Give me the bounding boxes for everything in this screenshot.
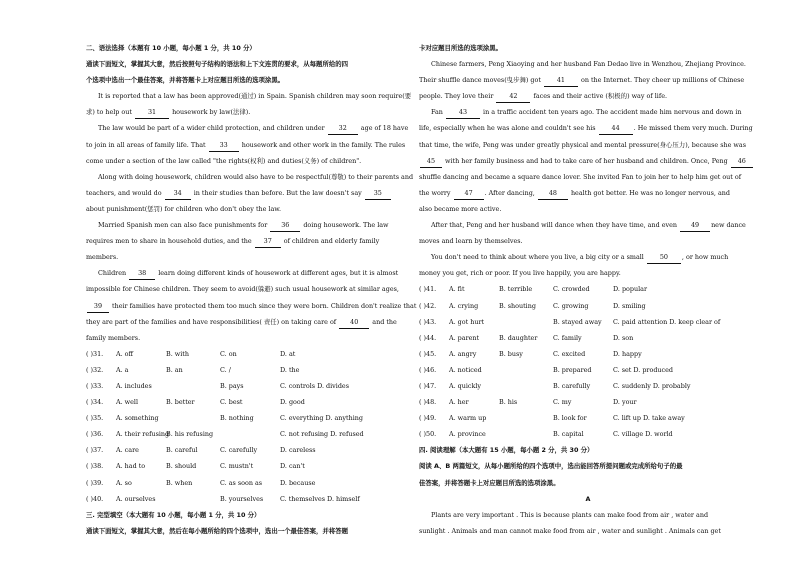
blank-34[interactable]: 34 bbox=[165, 187, 191, 200]
option-c[interactable]: B. look for bbox=[553, 414, 587, 423]
option-b[interactable]: B. careful bbox=[166, 446, 198, 455]
option-a[interactable]: A. off bbox=[116, 349, 134, 358]
option-a[interactable]: A. a bbox=[116, 365, 129, 374]
option-row bbox=[419, 394, 757, 410]
blank-47[interactable]: 47 bbox=[454, 187, 484, 200]
option-c[interactable]: C. on bbox=[220, 349, 237, 358]
option-a[interactable]: A. ourselves bbox=[116, 494, 156, 503]
passage-line: also became more active. bbox=[419, 204, 502, 213]
option-c[interactable]: C. family bbox=[553, 333, 582, 342]
section4-instruction-2: 佳答案，并将答题卡上对应题目所选的选项涂黑。 bbox=[419, 478, 560, 487]
blank-44[interactable]: 44 bbox=[599, 122, 633, 135]
option-a[interactable]: A. warm up bbox=[449, 414, 487, 423]
option-row bbox=[86, 475, 412, 491]
question-number: ( )37. bbox=[86, 446, 104, 455]
option-b[interactable]: B. with bbox=[166, 349, 189, 358]
blank-41[interactable]: 41 bbox=[544, 74, 578, 87]
passage-line: impossible for Chinese children. They seem to avoid(躲避) such usual housework at similar ages, bbox=[86, 285, 399, 294]
blank-31[interactable]: 31 bbox=[135, 106, 169, 119]
blank-38[interactable]: 38 bbox=[129, 267, 155, 280]
option-b[interactable]: B. better bbox=[166, 398, 195, 407]
option-row bbox=[86, 378, 412, 394]
option-d[interactable]: D. son bbox=[613, 333, 634, 342]
passage-line: 45 with her family business and had to take care of her husband and children. Once, Peng 46 bbox=[419, 153, 757, 169]
passage-line: After that, Peng and her husband will dance when they have time, and even 49 new dance bbox=[419, 217, 757, 233]
option-c[interactable]: B. pays bbox=[220, 381, 244, 390]
question-number: ( )40. bbox=[86, 494, 104, 503]
passage-line: Plants are very important . This is because plants can make food from air , water and bbox=[431, 510, 709, 519]
question-number: ( )31. bbox=[86, 349, 104, 358]
left-column bbox=[86, 40, 417, 539]
option-a[interactable]: A. quickly bbox=[449, 381, 482, 390]
passage-line: teachers, and would do 34 in their studies than before. But the law doesn't say 35 bbox=[86, 185, 412, 201]
question-number: ( )49. bbox=[419, 414, 437, 423]
options-list bbox=[86, 346, 412, 507]
option-a[interactable]: A. noticed bbox=[449, 365, 482, 374]
question-number: ( )33. bbox=[86, 381, 104, 390]
option-d[interactable]: C. suddenly D. probably bbox=[613, 381, 691, 390]
option-row bbox=[86, 458, 412, 474]
question-number: ( )38. bbox=[86, 462, 104, 471]
question-number: ( )48. bbox=[419, 398, 437, 407]
passage-line: they are part of the families and have responsibilities( 责任) on taking care of 40 and the bbox=[86, 314, 412, 330]
option-b[interactable]: B. an bbox=[166, 365, 183, 374]
option-row bbox=[419, 330, 757, 346]
option-c[interactable]: C. excited bbox=[553, 349, 586, 358]
option-a[interactable]: A. angry bbox=[449, 349, 477, 358]
blank-39[interactable]: 39 bbox=[87, 300, 109, 313]
passage-line: Along with doing housework, children would also have to be respectful(尊敬) to their parents and bbox=[98, 172, 414, 181]
option-row bbox=[419, 281, 757, 297]
question-number: ( )43. bbox=[419, 317, 437, 326]
option-a[interactable]: A. had to bbox=[116, 462, 146, 471]
option-a[interactable]: A. her bbox=[449, 398, 469, 407]
option-c[interactable]: B. yourselves bbox=[220, 494, 264, 503]
option-d[interactable]: D. good bbox=[280, 398, 305, 407]
section4-title: 四. 阅读理解（本大题有 15 小题，每小题 2 分，共 30 分） bbox=[419, 446, 594, 455]
question-number: ( )50. bbox=[419, 430, 437, 439]
option-row bbox=[86, 394, 412, 410]
option-d[interactable]: C. controls D. divides bbox=[280, 381, 349, 390]
passage-line: Children 38 learn doing different kinds of housework at different ages, but it is almost bbox=[86, 265, 412, 281]
passage-line: members. bbox=[86, 253, 119, 262]
question-number: ( )35. bbox=[86, 414, 104, 423]
passage-line: Chinese farmers, Peng Xiaoying and her husband Fan Dedao live in Wenzhou, Zhejiang Province. bbox=[431, 60, 746, 69]
blank-36[interactable]: 36 bbox=[270, 219, 300, 232]
question-number: ( )45. bbox=[419, 349, 437, 358]
option-a[interactable]: A. got hurt bbox=[449, 317, 485, 326]
passage-line: The law would be part of a wider child protection, and children under 32 age of 18 have bbox=[86, 120, 412, 136]
blank-46[interactable]: 46 bbox=[731, 155, 753, 168]
option-c[interactable]: C. best bbox=[220, 398, 243, 407]
option-c[interactable]: B. capital bbox=[553, 430, 584, 439]
passage-line: to join in all areas of family life. That 33 housework and other work in the family. The rules bbox=[86, 137, 412, 153]
option-d[interactable]: D. can't bbox=[280, 462, 305, 471]
right-page bbox=[397, 0, 794, 562]
option-a[interactable]: A. their refusing bbox=[116, 430, 170, 439]
blank-32[interactable]: 32 bbox=[328, 122, 358, 135]
passage-line: It is reported that a law has been approved(通过) in Spain. Spanish children may soon require(要 bbox=[98, 92, 412, 101]
section2-instruction: 通读下面短文，掌握其大意，然后按照句子结构的语法和上下文连贯的要求，从每题所给的四 bbox=[86, 60, 349, 69]
option-d[interactable]: C. set D. produced bbox=[613, 365, 673, 374]
option-c[interactable]: C. carefully bbox=[220, 446, 258, 455]
option-row bbox=[86, 410, 412, 426]
option-a[interactable]: A. fit bbox=[449, 285, 465, 294]
option-d[interactable]: D. popular bbox=[613, 285, 648, 294]
option-d[interactable]: D. at bbox=[280, 349, 296, 358]
question-number: ( )41. bbox=[419, 285, 437, 294]
passage-line: 39 their families have protected them too much since they were born. Children don't realize that bbox=[86, 298, 412, 314]
passage-line: moves and learn by themselves. bbox=[419, 237, 523, 246]
passage-line: Fan 43 in a traffic accident ten years ago. The accident made him nervous and down in bbox=[419, 104, 757, 120]
question-number: ( )39. bbox=[86, 478, 104, 487]
section3-instruction-cont: 卡对应题目所选的选项涂黑。 bbox=[419, 44, 503, 52]
option-a[interactable]: A. parent bbox=[449, 333, 480, 342]
option-c[interactable]: C. mustn't bbox=[220, 462, 254, 471]
option-d[interactable]: C. not refusing D. refused bbox=[280, 430, 364, 439]
option-c[interactable]: B. nothing bbox=[220, 414, 254, 423]
blank-45[interactable]: 45 bbox=[420, 155, 442, 168]
passage-line: shuffle dancing and became a square dance lover. She invited Fan to join her to help him get out of bbox=[419, 172, 742, 181]
section2-instruction-2: 个选项中选出一个最佳答案，并将答题卡上对应题目所选的选项涂黑。 bbox=[86, 76, 285, 85]
option-b[interactable]: B. his bbox=[499, 398, 518, 407]
passage-line: life, especially when he was alone and couldn't see his 44 . He missed them very much. During bbox=[419, 120, 757, 136]
option-row bbox=[419, 346, 757, 362]
passage-line: people. They love their 42 faces and their active (积极的) way of life. bbox=[419, 88, 757, 104]
option-row bbox=[86, 362, 412, 378]
blank-43[interactable]: 43 bbox=[446, 106, 480, 119]
section3-title: 三. 完型填空（本大题有 10 小题，每小题 1 分，共 10 分） bbox=[86, 510, 261, 519]
passage-line: family members. bbox=[86, 333, 141, 342]
option-d[interactable]: D. careless bbox=[280, 446, 316, 455]
passage-line: about punishment(惩罚) for children who don't obey the law. bbox=[86, 204, 282, 213]
question-number: ( )44. bbox=[419, 333, 437, 342]
passage-line: money you get, rich or poor. If you live happily, you are happy. bbox=[419, 269, 621, 278]
blank-35[interactable]: 35 bbox=[365, 187, 391, 200]
option-a[interactable]: A. province bbox=[449, 430, 486, 439]
option-d[interactable]: D. your bbox=[613, 398, 637, 407]
passage-line: You don't need to think about where you live, a big city or a small 50 , or how much bbox=[419, 249, 757, 265]
option-row bbox=[419, 410, 757, 426]
passage-line: sunlight . Animals and man cannot make food from air , water and sunlight . Animals can get bbox=[419, 526, 721, 535]
blank-50[interactable]: 50 bbox=[647, 251, 681, 264]
question-number: ( )34. bbox=[86, 398, 104, 407]
passage-line: requires men to share in household duties, and the 37 of children and elderly family bbox=[86, 233, 412, 249]
section4-instruction: 阅读 A、B 两篇短文，从每小题所给的四个选项中，选出能回答所提问题或完成所给句子的最 bbox=[419, 462, 683, 471]
passage-label: A bbox=[585, 494, 591, 503]
option-row bbox=[419, 314, 757, 330]
blank-48[interactable]: 48 bbox=[538, 187, 568, 200]
option-d[interactable]: D. smiling bbox=[613, 301, 646, 310]
blank-40[interactable]: 40 bbox=[339, 316, 369, 329]
option-a[interactable]: A. includes bbox=[116, 381, 152, 390]
option-d[interactable]: D. because bbox=[280, 478, 316, 487]
option-b[interactable]: B. should bbox=[166, 462, 197, 471]
option-b[interactable]: B. terrible bbox=[499, 285, 533, 294]
option-c[interactable]: C. my bbox=[553, 398, 572, 407]
blank-42[interactable]: 42 bbox=[496, 90, 530, 103]
passage-line: come under a section of the law called "the rights(权利) and duties(义务) of children". bbox=[86, 156, 362, 165]
question-number: ( )47. bbox=[419, 381, 437, 390]
passage-line: Married Spanish men can also face punishments for 36 doing housework. The law bbox=[86, 217, 412, 233]
option-d[interactable]: C. paid attention D. keep clear of bbox=[613, 317, 721, 326]
option-c[interactable]: C. growing bbox=[553, 301, 589, 310]
passage-line: 求) to help out 31 housework by law(法律). bbox=[86, 104, 412, 120]
passage-line: Their shuffle dance moves(曳步舞) got 41 on the Internet. They cheer up millions of Chinese bbox=[419, 72, 757, 88]
option-a[interactable]: A. so bbox=[116, 478, 132, 487]
option-c[interactable]: B. carefully bbox=[553, 381, 591, 390]
option-c[interactable]: C. / bbox=[220, 365, 231, 374]
option-a[interactable]: A. care bbox=[116, 446, 139, 455]
option-b[interactable]: B. when bbox=[166, 478, 193, 487]
question-number: ( )46. bbox=[419, 365, 437, 374]
option-row bbox=[86, 491, 412, 507]
section2-title: 二、语法选择（本题有 10 小题，每小题 1 分，共 10 分） bbox=[86, 44, 256, 52]
option-b[interactable]: B. shouting bbox=[499, 301, 536, 310]
option-a[interactable]: A. something bbox=[116, 414, 159, 423]
right-column bbox=[419, 40, 757, 539]
question-number: ( )32. bbox=[86, 365, 104, 374]
option-row bbox=[419, 298, 757, 314]
option-a[interactable]: A. crying bbox=[449, 301, 479, 310]
options-list bbox=[419, 281, 757, 442]
option-b[interactable]: B. his refusing bbox=[166, 430, 214, 439]
option-c[interactable]: C. as soon as bbox=[220, 478, 263, 487]
option-a[interactable]: A. well bbox=[116, 398, 139, 407]
question-number: ( )36. bbox=[86, 430, 104, 439]
option-d[interactable]: D. happy bbox=[613, 349, 642, 358]
option-row bbox=[86, 346, 412, 362]
passage-line: that time, the wife, Peng was under greatly physical and mental pressure(身心压力), because she was bbox=[419, 140, 746, 149]
option-row bbox=[419, 362, 757, 378]
option-b[interactable]: B. daughter bbox=[499, 333, 538, 342]
question-number: ( )42. bbox=[419, 301, 437, 310]
option-c[interactable]: B. stayed away bbox=[553, 317, 602, 326]
option-b[interactable]: B. busy bbox=[499, 349, 523, 358]
blank-33[interactable]: 33 bbox=[209, 139, 239, 152]
option-row bbox=[419, 426, 757, 442]
section3-instruction: 通读下面短文，掌握其大意，然后在每小题所给的四个选项中，选出一个最佳答案，并将答题 bbox=[86, 526, 349, 535]
option-d[interactable]: D. the bbox=[280, 365, 300, 374]
blank-37[interactable]: 37 bbox=[255, 235, 281, 248]
option-row bbox=[86, 442, 412, 458]
blank-49[interactable]: 49 bbox=[680, 219, 710, 232]
option-d[interactable]: C. lift up D. take away bbox=[613, 414, 685, 423]
option-c[interactable]: C. crowded bbox=[553, 285, 590, 294]
option-row bbox=[419, 378, 757, 394]
option-row bbox=[86, 426, 412, 442]
option-d[interactable]: C. themselves D. himself bbox=[280, 494, 360, 503]
option-d[interactable]: C. village D. world bbox=[613, 430, 673, 439]
passage-line: the worry 47 . After dancing, 48 health got better. He was no longer nervous, and bbox=[419, 185, 757, 201]
option-c[interactable]: B. prepared bbox=[553, 365, 592, 374]
option-d[interactable]: C. everything D. anything bbox=[280, 414, 363, 423]
